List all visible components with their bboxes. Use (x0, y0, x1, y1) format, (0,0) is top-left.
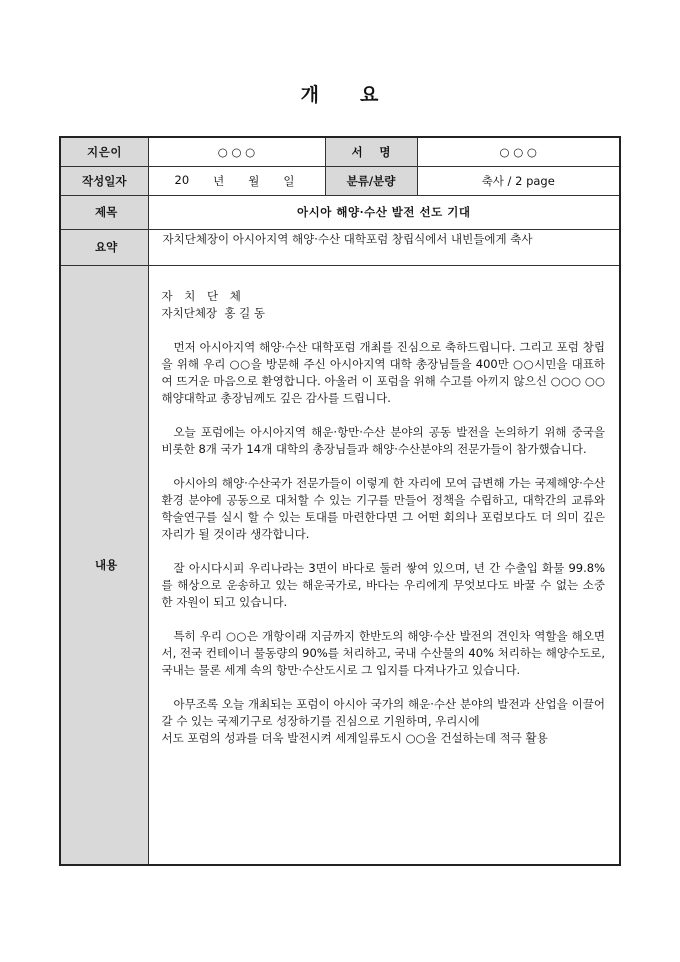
signature-value: ○ ○ ○ (417, 137, 620, 166)
body-row (60, 265, 620, 865)
speech-closing: 서도 포럼의 성과를 더욱 발전시켜 세계일류도시 ○○을 건설하는데 적극 활용 (161, 730, 548, 745)
body-label-char: 내 (95, 557, 107, 572)
summary-label-char: 요 (95, 240, 107, 254)
author-label-char: 은 (98, 144, 110, 159)
subject-label (60, 195, 148, 229)
speech-paragraph: 잘 아시다시피 우리나라는 3면이 바다로 둘러 쌓여 있으며, 년 간 수출입 화물 99.8%를 해상으로 운송하고 있는 해운국가로, 바다는 우리에게 무엇보다도 바꿀 수 없는 소중한 자원이 되고 있습니다. (161, 560, 605, 609)
speech-paragraph: 아무조록 오늘 개최되는 포럼이 아시아 국가의 해운·수산 분야의 발전과 산업을 이끌어 갈 수 있는 국제기구로 성장하기를 진심으로 기원하며, 우리시에 (161, 696, 605, 728)
document-title-char-2: 요 (360, 84, 380, 106)
body-label (60, 265, 148, 865)
summary-label (60, 229, 148, 265)
document-title (0, 80, 680, 107)
date-day-unit: 일 (283, 173, 295, 188)
signature-label (325, 137, 417, 166)
subject-label-char: 목 (106, 205, 118, 219)
date-value (148, 166, 325, 195)
speech-speaker: 자치단체장 홍 길 동 (161, 305, 265, 320)
subject-value: 아시아 해양·수산 발전 선도 기대 (148, 195, 620, 229)
overview-form-table (59, 136, 621, 866)
signature-label-char: 명 (379, 144, 391, 159)
date-label: 작성일자 (60, 166, 148, 195)
speech-organization: 자 치 단 체 (161, 288, 245, 303)
date-year-unit: 년 (213, 173, 225, 188)
author-label-char: 이 (110, 144, 122, 159)
summary-value: 자치단체장이 아시아지역 해양·수산 대학포럼 창립식에서 내빈들에게 축사 (148, 229, 620, 265)
date-month-unit: 월 (248, 173, 260, 188)
summary-row (60, 229, 620, 265)
date-year: 20 (174, 172, 190, 187)
category-value: 축사 / 2 page (417, 166, 620, 195)
body-label-char: 용 (106, 557, 118, 572)
document-title-char-1: 개 (300, 84, 320, 106)
author-row (60, 137, 620, 166)
author-label (60, 137, 148, 166)
subject-row (60, 195, 620, 229)
speech-paragraph: 특히 우리 ○○은 개항이래 지금까지 한반도의 해양·수산 발전의 견인차 역할을 해오면서, 전국 컨테이너 물동량의 90%를 처리하고, 국내 수산물의 40% 처리하는 해양수도로, 국내는 물론 세계 속의 항만·수산도시로 그 입지를 다져나가고 있습니다. (161, 628, 605, 677)
author-value: ○ ○ ○ (148, 137, 325, 166)
speech-content (148, 265, 620, 865)
date-row (60, 166, 620, 195)
speech-paragraph: 아시아의 해양·수산국가 전문가들이 이렇게 한 자리에 모여 급변해 가는 국제해양·수산환경 분야에 공동으로 대처할 수 있는 기구를 만들어 정책을 수립하고, 대학간의 교류와 학술연구를 실시 할 수 있는 토대를 마련한다면 그 어떤 회의나 포럼보다도 더 의미 깊은 자리가 될 것이라 생각합니다. (161, 475, 605, 541)
signature-label-char: 서 (351, 144, 363, 159)
subject-label-char: 제 (95, 205, 107, 219)
category-label: 분류/분량 (325, 166, 417, 195)
speech-paragraph: 먼저 아시아지역 해양·수산 대학포럼 개최를 진심으로 축하드립니다. 그리고 포럼 창립을 위해 우리 ○○을 방문해 주신 아시아지역 대학 총장님들을 400만 ○○시민을 대표하여 뜨거운 마음으로 환영합니다. 아울러 이 포럼을 위해 수고를 아끼지 않으신 ○○○ ○○해양대학교 총장님께도 깊은 감사를 드립니다. (161, 339, 605, 405)
author-label-char: 지 (87, 144, 99, 159)
speech-paragraph: 오늘 포럼에는 아시아지역 해운·항만·수산 분야의 공동 발전을 논의하기 위해 중국을 비롯한 8개 국가 14개 대학의 총장님들과 해양·수산분야의 전문가들이 참가했습니다. (161, 424, 605, 456)
summary-label-char: 약 (106, 240, 118, 254)
